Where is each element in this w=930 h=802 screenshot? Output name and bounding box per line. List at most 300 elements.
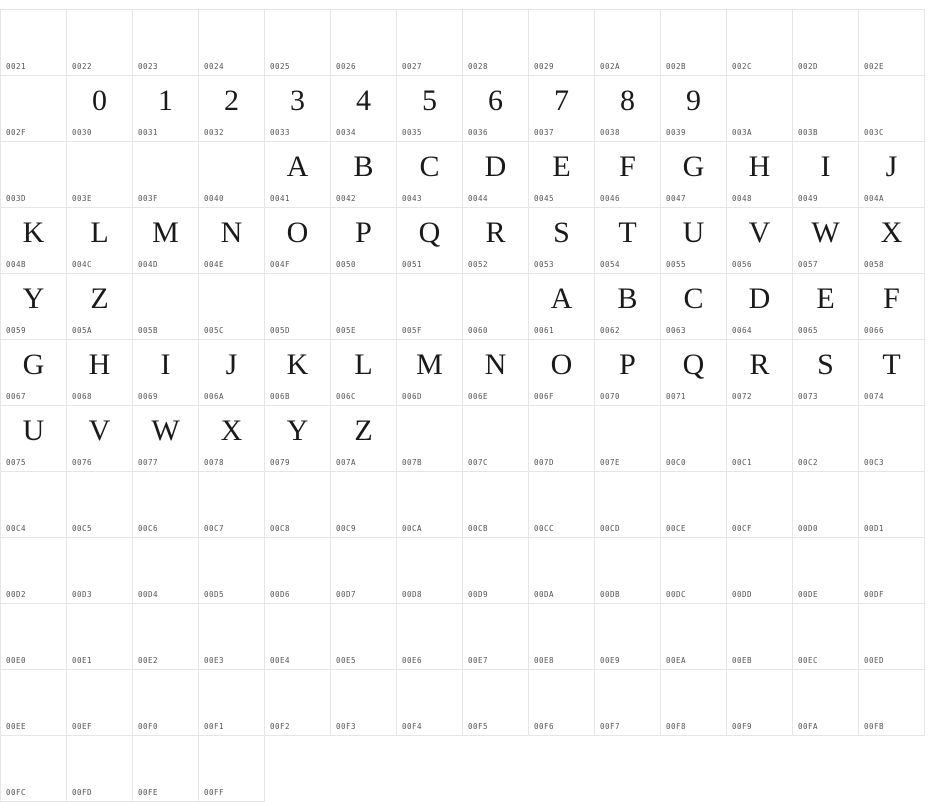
glyph-character (331, 542, 396, 584)
glyph-cell[interactable] (661, 142, 727, 208)
glyph-character: V (88, 414, 111, 447)
glyph-cell[interactable] (529, 670, 595, 736)
glyph-cell[interactable] (793, 340, 859, 406)
glyph-character: T (882, 348, 901, 381)
glyph-codepoint: 0028 (468, 62, 489, 71)
glyph-character (661, 410, 726, 452)
glyph-cell[interactable] (331, 10, 397, 76)
glyph-cell[interactable] (331, 406, 397, 472)
glyph-character (529, 14, 594, 56)
glyph-cell[interactable] (529, 340, 595, 406)
glyph-cell[interactable] (529, 142, 595, 208)
glyph-map-body (1, 10, 925, 802)
glyph-cell[interactable] (595, 76, 661, 142)
glyph-cell[interactable] (397, 208, 463, 274)
glyph-character (133, 146, 198, 188)
glyph-cell[interactable] (133, 274, 199, 340)
glyph-cell[interactable] (67, 208, 133, 274)
glyph-cell[interactable] (463, 538, 529, 604)
glyph-cell[interactable] (67, 76, 133, 142)
glyph-cell[interactable] (463, 10, 529, 76)
glyph-codepoint: 00E3 (204, 656, 225, 665)
glyph-cell[interactable] (199, 142, 265, 208)
glyph-cell[interactable] (661, 208, 727, 274)
glyph-codepoint: 005F (402, 326, 423, 335)
glyph-cell[interactable] (661, 274, 727, 340)
glyph-cell[interactable] (529, 76, 595, 142)
glyph-codepoint: 0022 (72, 62, 93, 71)
glyph-character: M (416, 348, 443, 381)
glyph-character (67, 146, 132, 188)
glyph-cell[interactable] (331, 340, 397, 406)
glyph-codepoint: 0029 (534, 62, 555, 71)
glyph-codepoint: 005A (72, 326, 93, 335)
glyph-cell[interactable] (199, 76, 265, 142)
glyph-character (463, 410, 528, 452)
glyph-cell[interactable] (793, 538, 859, 604)
glyph-codepoint: 00FF (204, 788, 225, 797)
glyph-character (595, 410, 660, 452)
glyph-codepoint: 00FD (72, 788, 93, 797)
glyph-cell[interactable] (661, 538, 727, 604)
glyph-cell[interactable] (595, 670, 661, 736)
glyph-character (463, 14, 528, 56)
glyph-character (265, 674, 330, 716)
glyph-cell[interactable] (463, 604, 529, 670)
glyph-cell[interactable] (199, 340, 265, 406)
glyph-cell[interactable] (1, 736, 67, 802)
glyph-cell[interactable] (199, 670, 265, 736)
glyph-character (661, 476, 726, 518)
glyph-character (529, 410, 594, 452)
glyph-character (67, 542, 132, 584)
glyph-codepoint: 0062 (600, 326, 621, 335)
glyph-cell[interactable] (793, 76, 859, 142)
glyph-cell-blank (793, 736, 859, 802)
glyph-cell[interactable] (793, 670, 859, 736)
glyph-character (199, 542, 264, 584)
glyph-cell[interactable] (463, 274, 529, 340)
glyph-cell[interactable] (397, 340, 463, 406)
glyph-cell[interactable] (1, 142, 67, 208)
glyph-cell[interactable] (133, 10, 199, 76)
glyph-codepoint: 002C (732, 62, 753, 71)
glyph-character (1, 476, 66, 518)
glyph-cell[interactable] (199, 274, 265, 340)
glyph-cell[interactable] (793, 604, 859, 670)
glyph-codepoint: 00CF (732, 524, 753, 533)
glyph-codepoint: 005B (138, 326, 159, 335)
glyph-codepoint: 00E6 (402, 656, 423, 665)
glyph-codepoint: 0073 (798, 392, 819, 401)
glyph-character: A (550, 282, 573, 315)
glyph-cell[interactable] (67, 274, 133, 340)
glyph-cell[interactable] (727, 208, 793, 274)
glyph-codepoint: 006F (534, 392, 555, 401)
glyph-cell[interactable] (133, 340, 199, 406)
glyph-cell[interactable] (199, 208, 265, 274)
glyph-cell[interactable] (397, 76, 463, 142)
glyph-cell[interactable] (1, 472, 67, 538)
glyph-cell[interactable] (661, 340, 727, 406)
glyph-cell[interactable] (529, 406, 595, 472)
glyph-character: U (22, 414, 45, 447)
glyph-cell[interactable] (397, 538, 463, 604)
glyph-cell[interactable] (265, 208, 331, 274)
glyph-cell[interactable] (331, 208, 397, 274)
glyph-character: C (683, 282, 704, 315)
glyph-cell[interactable] (595, 472, 661, 538)
glyph-codepoint: 0056 (732, 260, 753, 269)
glyph-codepoint: 005C (204, 326, 225, 335)
glyph-cell[interactable] (793, 10, 859, 76)
glyph-row (1, 538, 925, 604)
glyph-codepoint: 00F6 (534, 722, 555, 731)
glyph-character: D (748, 282, 771, 315)
glyph-character (199, 14, 264, 56)
glyph-codepoint: 0051 (402, 260, 423, 269)
glyph-cell[interactable] (199, 10, 265, 76)
glyph-cell[interactable] (595, 406, 661, 472)
glyph-codepoint: 0063 (666, 326, 687, 335)
glyph-cell-blank (661, 736, 727, 802)
glyph-character (199, 740, 264, 782)
glyph-codepoint: 0077 (138, 458, 159, 467)
glyph-codepoint: 00FB (864, 722, 885, 731)
glyph-cell[interactable] (793, 142, 859, 208)
glyph-cell[interactable] (661, 406, 727, 472)
glyph-codepoint: 003A (732, 128, 753, 137)
glyph-cell[interactable] (727, 538, 793, 604)
glyph-codepoint: 006D (402, 392, 423, 401)
glyph-cell-blank (859, 736, 925, 802)
glyph-character (67, 740, 132, 782)
glyph-character: I (160, 348, 171, 381)
glyph-cell[interactable] (727, 274, 793, 340)
glyph-cell[interactable] (199, 406, 265, 472)
glyph-cell[interactable] (529, 10, 595, 76)
glyph-cell[interactable] (793, 406, 859, 472)
glyph-character (67, 608, 132, 650)
glyph-character (67, 674, 132, 716)
glyph-cell[interactable] (397, 472, 463, 538)
glyph-codepoint: 0024 (204, 62, 225, 71)
glyph-codepoint: 00E5 (336, 656, 357, 665)
glyph-character (463, 278, 528, 320)
glyph-cell[interactable] (133, 142, 199, 208)
glyph-cell[interactable] (595, 538, 661, 604)
glyph-character: F (619, 150, 636, 183)
glyph-cell[interactable] (1, 538, 67, 604)
glyph-codepoint: 007E (600, 458, 621, 467)
glyph-cell[interactable] (397, 406, 463, 472)
glyph-cell[interactable] (397, 670, 463, 736)
glyph-character: O (550, 348, 573, 381)
glyph-cell[interactable] (265, 142, 331, 208)
glyph-character (1, 542, 66, 584)
glyph-row (1, 142, 925, 208)
glyph-cell[interactable] (529, 208, 595, 274)
glyph-cell[interactable] (859, 208, 925, 274)
glyph-cell[interactable] (793, 208, 859, 274)
glyph-codepoint: 0052 (468, 260, 489, 269)
glyph-cell[interactable] (793, 472, 859, 538)
glyph-codepoint: 003F (138, 194, 159, 203)
glyph-cell[interactable] (133, 670, 199, 736)
glyph-cell[interactable] (727, 142, 793, 208)
glyph-codepoint: 0041 (270, 194, 291, 203)
glyph-cell[interactable] (67, 10, 133, 76)
glyph-character: E (816, 282, 835, 315)
glyph-cell[interactable] (331, 274, 397, 340)
glyph-codepoint: 00EB (732, 656, 753, 665)
glyph-cell[interactable] (727, 10, 793, 76)
glyph-codepoint: 006B (270, 392, 291, 401)
glyph-cell[interactable] (727, 670, 793, 736)
glyph-codepoint: 0035 (402, 128, 423, 137)
glyph-cell[interactable] (67, 472, 133, 538)
glyph-cell[interactable] (1, 670, 67, 736)
glyph-cell[interactable] (1, 604, 67, 670)
glyph-cell[interactable] (529, 472, 595, 538)
glyph-cell[interactable] (67, 736, 133, 802)
glyph-cell[interactable] (463, 76, 529, 142)
glyph-character: Y (22, 282, 45, 315)
glyph-cell[interactable] (67, 604, 133, 670)
glyph-cell[interactable] (727, 340, 793, 406)
glyph-character: 3 (290, 84, 305, 117)
glyph-cell[interactable] (265, 406, 331, 472)
glyph-cell[interactable] (859, 604, 925, 670)
glyph-codepoint: 0067 (6, 392, 27, 401)
glyph-row (1, 208, 925, 274)
glyph-cell[interactable] (265, 472, 331, 538)
glyph-cell[interactable] (397, 274, 463, 340)
glyph-character (859, 674, 924, 716)
glyph-cell[interactable] (67, 142, 133, 208)
glyph-cell[interactable] (595, 10, 661, 76)
glyph-cell[interactable] (199, 538, 265, 604)
glyph-cell[interactable] (331, 670, 397, 736)
glyph-character (859, 80, 924, 122)
glyph-codepoint: 00EF (72, 722, 93, 731)
glyph-cell[interactable] (661, 670, 727, 736)
glyph-character (67, 14, 132, 56)
glyph-codepoint: 0044 (468, 194, 489, 203)
glyph-character (397, 608, 462, 650)
glyph-cell[interactable] (265, 76, 331, 142)
glyph-codepoint: 0042 (336, 194, 357, 203)
glyph-cell[interactable] (727, 406, 793, 472)
glyph-character (463, 674, 528, 716)
glyph-cell[interactable] (133, 406, 199, 472)
glyph-cell[interactable] (67, 670, 133, 736)
glyph-character (133, 14, 198, 56)
glyph-character: R (749, 348, 770, 381)
glyph-codepoint: 002B (666, 62, 687, 71)
glyph-cell[interactable] (199, 472, 265, 538)
glyph-codepoint: 0038 (600, 128, 621, 137)
glyph-cell[interactable] (661, 604, 727, 670)
glyph-cell[interactable] (463, 340, 529, 406)
glyph-codepoint: 0047 (666, 194, 687, 203)
glyph-cell[interactable] (265, 604, 331, 670)
glyph-cell[interactable] (859, 274, 925, 340)
glyph-codepoint: 007C (468, 458, 489, 467)
glyph-character (661, 674, 726, 716)
glyph-cell[interactable] (859, 142, 925, 208)
glyph-cell[interactable] (859, 340, 925, 406)
glyph-codepoint: 00CA (402, 524, 423, 533)
glyph-cell[interactable] (265, 340, 331, 406)
glyph-cell[interactable] (727, 472, 793, 538)
glyph-character (529, 476, 594, 518)
glyph-codepoint: 003C (864, 128, 885, 137)
glyph-cell[interactable] (1, 208, 67, 274)
glyph-cell[interactable] (67, 340, 133, 406)
glyph-cell[interactable] (463, 142, 529, 208)
glyph-character: K (22, 216, 45, 249)
glyph-row (1, 10, 925, 76)
glyph-character (199, 278, 264, 320)
glyph-cell[interactable] (1, 406, 67, 472)
glyph-cell[interactable] (199, 604, 265, 670)
glyph-character: X (880, 216, 903, 249)
glyph-cell[interactable] (595, 340, 661, 406)
glyph-character (793, 608, 858, 650)
glyph-cell[interactable] (463, 472, 529, 538)
glyph-cell[interactable] (463, 406, 529, 472)
glyph-codepoint: 00D5 (204, 590, 225, 599)
glyph-cell[interactable] (727, 76, 793, 142)
glyph-cell[interactable] (529, 538, 595, 604)
glyph-codepoint: 00F1 (204, 722, 225, 731)
glyph-codepoint: 00F8 (666, 722, 687, 731)
glyph-cell[interactable] (463, 208, 529, 274)
glyph-codepoint: 00D0 (798, 524, 819, 533)
glyph-codepoint: 0061 (534, 326, 555, 335)
glyph-cell[interactable] (397, 604, 463, 670)
glyph-codepoint: 0060 (468, 326, 489, 335)
glyph-codepoint: 00C8 (270, 524, 291, 533)
glyph-cell[interactable] (265, 10, 331, 76)
glyph-character: K (286, 348, 309, 381)
glyph-cell[interactable] (595, 142, 661, 208)
glyph-character: U (682, 216, 705, 249)
glyph-cell[interactable] (67, 406, 133, 472)
glyph-cell-blank (397, 736, 463, 802)
glyph-codepoint: 0076 (72, 458, 93, 467)
glyph-cell[interactable] (661, 76, 727, 142)
glyph-cell[interactable] (1, 76, 67, 142)
glyph-row (1, 604, 925, 670)
glyph-cell[interactable] (859, 670, 925, 736)
glyph-cell[interactable] (133, 208, 199, 274)
glyph-character (1, 740, 66, 782)
glyph-codepoint: 0072 (732, 392, 753, 401)
glyph-character: L (354, 348, 373, 381)
glyph-codepoint: 00DF (864, 590, 885, 599)
glyph-cell[interactable] (595, 604, 661, 670)
glyph-cell[interactable] (133, 736, 199, 802)
glyph-cell[interactable] (859, 472, 925, 538)
glyph-codepoint: 0074 (864, 392, 885, 401)
glyph-codepoint: 00CC (534, 524, 555, 533)
glyph-cell[interactable] (1, 340, 67, 406)
glyph-cell[interactable] (1, 10, 67, 76)
glyph-codepoint: 00FA (798, 722, 819, 731)
glyph-cell[interactable] (595, 208, 661, 274)
glyph-cell[interactable] (331, 538, 397, 604)
glyph-character (331, 608, 396, 650)
glyph-cell[interactable] (529, 604, 595, 670)
glyph-character (727, 608, 792, 650)
glyph-character (133, 674, 198, 716)
glyph-cell[interactable] (331, 472, 397, 538)
glyph-cell[interactable] (331, 142, 397, 208)
glyph-character (397, 674, 462, 716)
glyph-cell[interactable] (331, 604, 397, 670)
glyph-codepoint: 003E (72, 194, 93, 203)
glyph-cell[interactable] (859, 406, 925, 472)
glyph-cell[interactable] (265, 274, 331, 340)
glyph-character (397, 476, 462, 518)
glyph-cell[interactable] (265, 538, 331, 604)
glyph-cell[interactable] (397, 142, 463, 208)
glyph-cell[interactable] (67, 538, 133, 604)
glyph-character (331, 476, 396, 518)
glyph-cell[interactable] (265, 670, 331, 736)
glyph-character (595, 674, 660, 716)
top-spacer (0, 0, 930, 9)
glyph-cell[interactable] (133, 604, 199, 670)
glyph-codepoint: 0078 (204, 458, 225, 467)
glyph-codepoint: 00DE (798, 590, 819, 599)
glyph-cell[interactable] (397, 10, 463, 76)
glyph-cell[interactable] (661, 472, 727, 538)
glyph-cell[interactable] (859, 76, 925, 142)
glyph-character (793, 674, 858, 716)
glyph-character: G (22, 348, 45, 381)
glyph-character (265, 608, 330, 650)
glyph-cell[interactable] (133, 472, 199, 538)
glyph-codepoint: 00F9 (732, 722, 753, 731)
glyph-codepoint: 0043 (402, 194, 423, 203)
glyph-character: B (617, 282, 638, 315)
glyph-cell[interactable] (727, 604, 793, 670)
glyph-codepoint: 00E2 (138, 656, 159, 665)
glyph-cell[interactable] (331, 76, 397, 142)
glyph-cell[interactable] (1, 274, 67, 340)
glyph-cell[interactable] (661, 10, 727, 76)
glyph-cell[interactable] (133, 538, 199, 604)
glyph-character: V (748, 216, 771, 249)
glyph-character (529, 542, 594, 584)
glyph-codepoint: 002D (798, 62, 819, 71)
glyph-cell[interactable] (199, 736, 265, 802)
glyph-cell[interactable] (793, 274, 859, 340)
glyph-codepoint: 005E (336, 326, 357, 335)
glyph-cell[interactable] (595, 274, 661, 340)
glyph-cell[interactable] (133, 76, 199, 142)
glyph-character: E (552, 150, 571, 183)
glyph-cell[interactable] (859, 538, 925, 604)
glyph-cell[interactable] (529, 274, 595, 340)
glyph-cell[interactable] (859, 10, 925, 76)
glyph-cell[interactable] (463, 670, 529, 736)
glyph-codepoint: 0021 (6, 62, 27, 71)
glyph-codepoint: 00E0 (6, 656, 27, 665)
